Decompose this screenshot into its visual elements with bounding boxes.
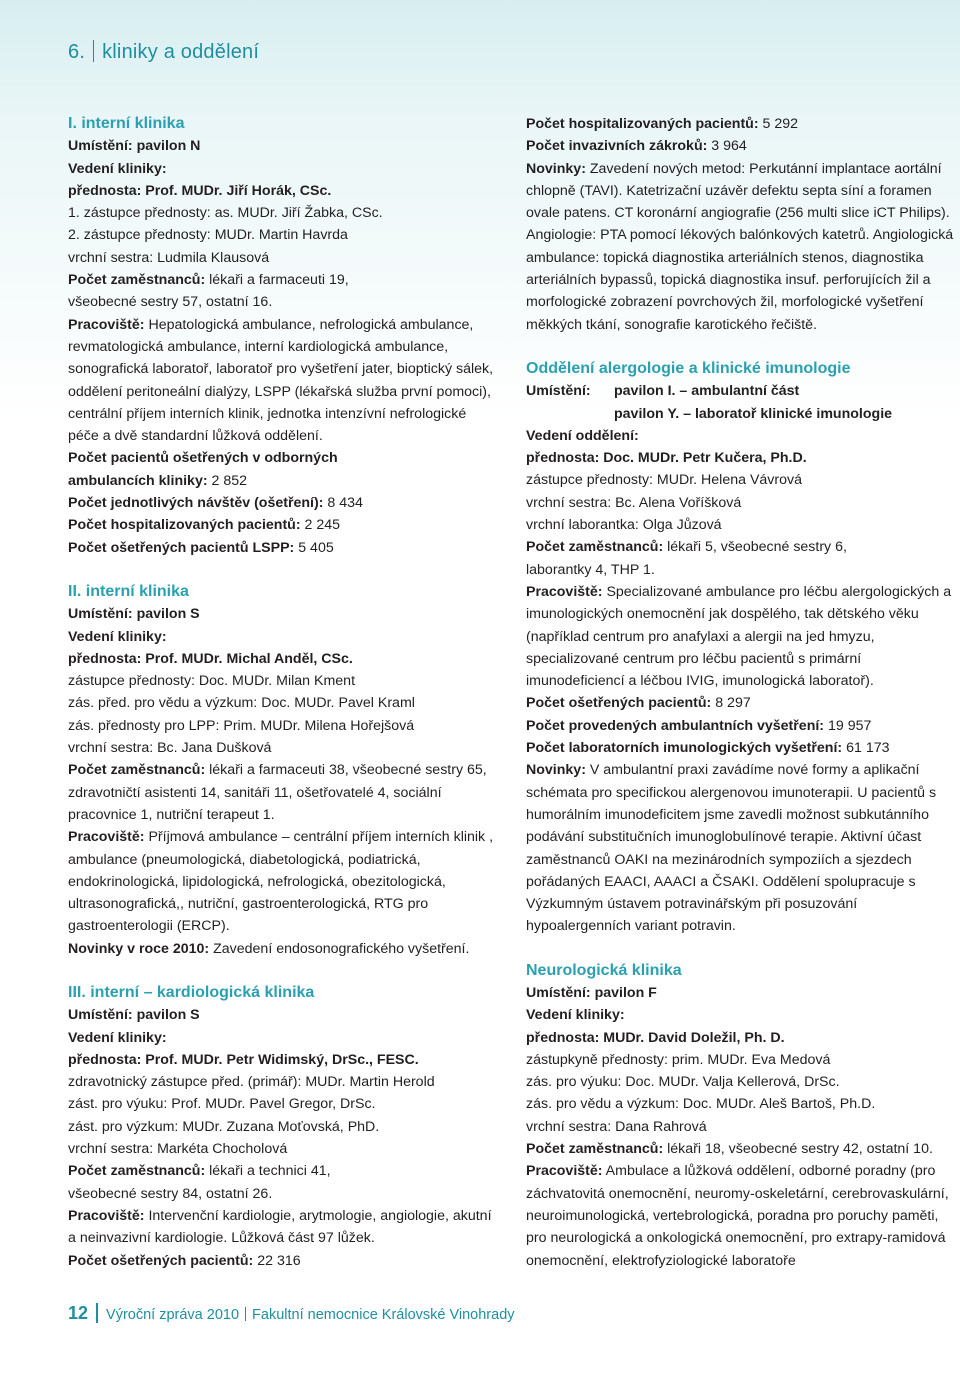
- news: Novinky v roce 2010: Zavedení endosonografického vyšetření.: [68, 940, 470, 957]
- deputy-1: zástupkyně přednosty: prim. MUDr. Eva Medová: [526, 1051, 831, 1068]
- workplaces: Pracoviště: Ambulace a lůžková oddělení, odborné poradny (pro záchvatovitá onemocnění, neuromy-oskeletární, cerebrovaskulární, neuroimunologická, vertebrologická, poradna pro poruchy paměti, pro neurologická a onkologická onemocnění, pro extrapy-ramidová onemocnění, elektrofyziologické laboratoře: [526, 1163, 949, 1269]
- workplaces: Pracoviště: Hepatologická ambulance, nefrologická ambulance, revmatologická ambulance, interní kardiologická ambulance, sonografická laboratoř, laboratoř pro vyšetření jater, bioptický sálek, oddělení peritoneální dialýzy, LSPP (lékařská služba první pomoci), centrální příjem interních klinik, jednotka intenzívní nefrologické péče a dvě standardní lůžková oddělení.: [68, 316, 494, 445]
- right-column: [526, 113, 958, 1272]
- stat-hospitalized: Počet hospitalizovaných pacientů: 5 292: [526, 116, 799, 132]
- head-nurse: vrchní sestra: Dana Rahrová: [526, 1118, 707, 1135]
- stat-outpatients: ambulancích kliniky: 2 852: [68, 472, 248, 489]
- staff-count: Počet zaměstnanců: lékaři a farmaceuti 19,: [68, 272, 349, 289]
- report-title: Výroční zpráva 2010: [106, 1307, 240, 1323]
- deputy-2: 2. zástupce přednosty: MUDr. Martin Havrda: [68, 227, 348, 244]
- head-nurse: vrchní sestra: Bc. Alena Voříšková: [526, 494, 742, 511]
- location: Umístění: pavilon S: [68, 1007, 200, 1024]
- head-lab-tech: vrchní laborantka: Olga Jůzová: [526, 517, 722, 534]
- workplaces: Pracoviště: Specializované ambulance pro léčbu alergologických a imunologických onemocnění jak dospělého, tak dětského věku (například centrum pro anafylaxi a alergii na jed hmyzu, specializované centrum pro léčbu pacientů s primární imunodeficiencí a léčbou IVIG, imunologická laboratoř).: [526, 583, 952, 690]
- section-cardiology-cont: [526, 113, 958, 336]
- section-title: III. interní – kardiologická klinika: [68, 983, 315, 1001]
- management-label: Vedení kliniky:: [68, 628, 167, 645]
- footer-divider-small: [245, 1307, 246, 1321]
- section-internal-2: [68, 581, 500, 960]
- deputy-3: zás. pro vědu a výzkum: Doc. MUDr. Aleš Bartoš, Ph.D.: [526, 1096, 876, 1113]
- staff-count-cont: laborantky 4, THP 1.: [526, 561, 655, 578]
- news: Novinky: V ambulantní praxi zavádíme nové formy a aplikační schémata pro specifickou alergenovou imunoterapii. U pacientů s humorálním imunodeficitem jsme zavedli možnost subkutánního podávání substitučních imunoglobulínové terapie. Aktivní účast zaměstnanců OAKI na mezinárodních sympoziích a sjezdech pořádaných EAACI, AAACI a ČSAKI. Oddělení spolupracuje s Výzkumným ústavem potravinářským při posuzování hypoalergenních variant potravin.: [526, 762, 937, 935]
- stat-visits: Počet jednotlivých návštěv (ošetření): 8 434: [68, 495, 363, 512]
- hospital-name: Fakultní nemocnice Královské Vinohrady: [252, 1307, 515, 1323]
- section-allergology: [526, 358, 958, 938]
- management-label: Vedení kliniky:: [68, 1029, 167, 1046]
- left-column: [68, 113, 500, 1272]
- management-label: Vedení kliniky:: [68, 160, 167, 177]
- deputy-3: zást. pro výzkum: MUDr. Zuzana Moťovská, PhD.: [68, 1118, 380, 1135]
- deputy-1: zástupce přednosty: MUDr. Helena Vávrová: [526, 472, 802, 489]
- stat-outpatients-label: Počet pacientů ošetřených v odborných: [68, 450, 338, 467]
- staff-count: Počet zaměstnanců: lékaři a farmaceuti 38, všeobecné sestry 65, zdravotničtí asistenti 14, sanitáři 11, ošetřovatelé 4, sociální pracovnice 1, nutriční terapeut 1.: [68, 762, 487, 823]
- section-cardiology: [68, 982, 500, 1272]
- stat-patients: Počet ošetřených pacientů: 22 316: [68, 1252, 301, 1269]
- head-nurse: vrchní sestra: Ludmila Klausová: [68, 249, 270, 266]
- head-physician: přednosta: Doc. MUDr. Petr Kučera, Ph.D.: [526, 450, 807, 467]
- staff-count: Počet zaměstnanců: lékaři 5, všeobecné sestry 6,: [526, 539, 847, 556]
- section-neurology: [526, 960, 958, 1272]
- management-label: Vedení kliniky:: [526, 1007, 625, 1024]
- deputy-1: zdravotnický zástupce před. (primář): MUDr. Martin Herold: [68, 1074, 435, 1091]
- management-label: Vedení oddělení:: [526, 427, 639, 444]
- location: Umístění: pavilon I. – ambulantní část: [526, 383, 800, 400]
- section-title: I. interní klinika: [68, 115, 185, 132]
- staff-count: Počet zaměstnanců: lékaři a technici 41,: [68, 1163, 331, 1180]
- section-title: II. interní klinika: [68, 582, 189, 600]
- location-2: pavilon Y. – laboratoř klinické imunologie: [614, 405, 893, 422]
- head-physician: přednosta: Prof. MUDr. Jiří Horák, CSc.: [68, 182, 332, 199]
- chapter-number: 6.: [68, 41, 86, 63]
- workplaces: Pracoviště: Intervenční kardiologie, arytmologie, angiologie, akutní a neinvazivní kardiologie. Lůžková část 97 lůžek.: [68, 1207, 492, 1247]
- stat-patients: Počet ošetřených pacientů: 8 297: [526, 695, 751, 712]
- section-internal-1: [68, 113, 500, 559]
- stat-outpatient-exams: Počet provedených ambulantních vyšetření: 19 957: [526, 717, 872, 734]
- staff-count-cont: všeobecné sestry 57, ostatní 16.: [68, 294, 273, 311]
- stat-lspp: Počet ošetřených pacientů LSPP: 5 405: [68, 539, 334, 556]
- footer-divider: [96, 1303, 98, 1323]
- page-header: [68, 40, 259, 64]
- stat-lab-exams: Počet laboratorních imunologických vyšetření: 61 173: [526, 740, 890, 757]
- stat-hospitalized: Počet hospitalizovaných pacientů: 2 245: [68, 517, 341, 534]
- deputy-2: zás. pro výuku: Doc. MUDr. Valja Kellerová, DrSc.: [526, 1074, 840, 1091]
- staff-count: Počet zaměstnanců: lékaři 18, všeobecné sestry 42, ostatní 10.: [526, 1141, 933, 1158]
- head-physician: přednosta: Prof. MUDr. Michal Anděl, CSc.: [68, 650, 353, 667]
- head-nurse: vrchní sestra: Markéta Chocholová: [68, 1141, 288, 1158]
- chapter-title: kliniky a oddělení: [102, 41, 260, 63]
- page-footer: [68, 1303, 515, 1324]
- head-physician: přednosta: MUDr. David Doležil, Ph. D.: [526, 1029, 785, 1046]
- deputy-1: 1. zástupce přednosty: as. MUDr. Jiří Žabka, CSc.: [68, 205, 383, 222]
- section-title: Oddělení alergologie a klinické imunologie: [526, 359, 851, 377]
- location: Umístění: pavilon S: [68, 606, 200, 623]
- stat-invasive: Počet invazivních zákroků: 3 964: [526, 138, 747, 155]
- head-nurse: vrchní sestra: Bc. Jana Dušková: [68, 740, 272, 757]
- deputy-2: zást. pro výuku: Prof. MUDr. Pavel Gregor, DrSc.: [68, 1096, 376, 1113]
- workplaces: Pracoviště: Příjmová ambulance – centrální příjem interních klinik , ambulance (pneumologická, diabetologická, podiatrická, endokrinologická, lipidologická, nefrologická, obezitologická, ultrasonografická,, nutriční, gastroenterologická, RTG pro gastroenterologii (ERCP).: [68, 829, 494, 935]
- news: Novinky: Zavedení nových metod: Perkutánní implantace aortální chlopně (TAVI). Katetrizační uzávěr defektu septa síní a foramen ovale patens. CT koronární angiografie (256 multi slice iCT Philips). Angiologie: PTA pomocí lékových balónkových katetrů. Angiologická ambulance: topická diagnostika arteriálních stenos, diagnostika arteriálních bypassů, topická diagnostika insuf. perforujících žil a morfologické zobrazení povrchových žil, morfologické vyšetření měkkých tkání, sonografie karotického řečiště.: [526, 160, 954, 333]
- section-title: Neurologická klinika: [526, 961, 682, 979]
- header-divider: [93, 40, 94, 62]
- head-physician: přednosta: Prof. MUDr. Petr Widimský, DrSc., FESC.: [68, 1051, 419, 1068]
- location: Umístění: pavilon N: [68, 138, 201, 155]
- staff-count-cont: všeobecné sestry 84, ostatní 26.: [68, 1185, 273, 1202]
- page-number: 12: [68, 1303, 89, 1323]
- deputy-2: zás. před. pro vědu a výzkum: Doc. MUDr. Pavel Kraml: [68, 695, 415, 712]
- deputy-3: zás. přednosty pro LPP: Prim. MUDr. Milena Hořejšová: [68, 717, 415, 734]
- location: Umístění: pavilon F: [526, 984, 657, 1001]
- deputy-1: zástupce přednosty: Doc. MUDr. Milan Kment: [68, 673, 356, 690]
